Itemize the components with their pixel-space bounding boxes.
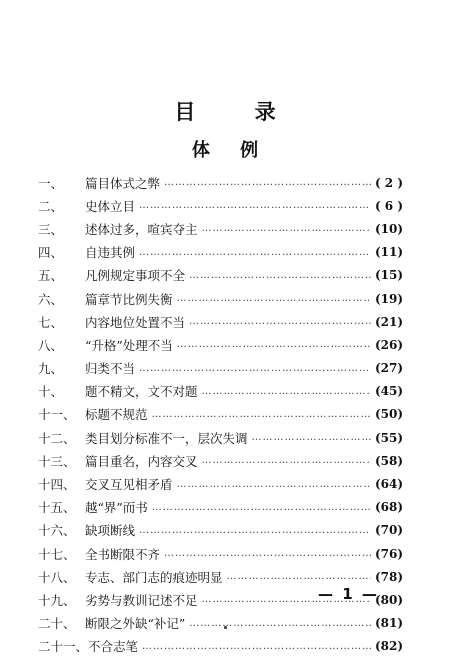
toc-entry-number: 五、 — [38, 268, 64, 284]
dot-leader — [202, 223, 371, 234]
dot-leader — [252, 432, 371, 443]
toc-entry-page: (68) — [374, 500, 403, 515]
toc-entry-page: (11) — [374, 245, 403, 260]
toc-entry — [38, 542, 403, 565]
toc-entry-page: (70) — [374, 523, 403, 538]
dot-leader — [189, 618, 371, 629]
toc-entry-page: (76) — [374, 546, 403, 561]
toc-entry-number: 十六、 — [38, 523, 76, 539]
toc-entry — [38, 403, 403, 426]
toc-entry — [38, 194, 403, 217]
toc-entry-title: 不合志笔 — [88, 639, 139, 655]
dot-leader — [202, 455, 371, 466]
toc-entry-title: 述体过多，喧宾夺主 — [85, 221, 198, 237]
toc-entry-title: 标题不规范 — [85, 407, 148, 423]
page-title: 目 录 — [174, 100, 302, 124]
toc-entry-title: 越“界”而书 — [85, 500, 148, 516]
toc-entry-number: 二十一、 — [38, 639, 89, 655]
toc-entry-page: (21) — [374, 314, 403, 329]
toc-entry-page: (27) — [374, 361, 403, 376]
dot-leader — [152, 502, 371, 513]
toc-entry — [38, 217, 403, 240]
toc-entry-page: (10) — [374, 221, 403, 236]
dot-leader — [189, 270, 371, 281]
toc-entry-number: 十一、 — [38, 407, 76, 423]
dot-leader — [177, 339, 371, 350]
page-number: — 1 — — [318, 585, 379, 603]
toc-entry-number: 十、 — [38, 384, 64, 400]
toc-entry-title: 篇目体式之弊 — [85, 175, 161, 191]
toc-entry — [38, 333, 403, 356]
toc-entry — [38, 357, 403, 380]
toc-entry-title: 自违其例 — [85, 245, 136, 261]
toc-entry-number: 八、 — [38, 337, 64, 353]
toc-entry-number: 九、 — [38, 361, 64, 377]
toc-entry-title: 类目划分标准不一，层次失调 — [85, 430, 248, 446]
toc-entry-number: 七、 — [38, 314, 64, 330]
toc-entry-title: 篇章节比例失衡 — [85, 291, 173, 307]
toc-entry — [38, 264, 403, 287]
toc-entry-title: 交叉互见相矛盾 — [85, 477, 173, 493]
toc-entry — [38, 472, 403, 495]
toc-entry-number: 二、 — [38, 198, 64, 214]
dot-leader — [177, 293, 371, 304]
toc-entry-title: “升格”处理不当 — [85, 337, 173, 353]
toc-entry-title: 专志、部门志的痕迹明显 — [85, 569, 223, 585]
toc-entry — [38, 496, 403, 519]
toc-entry-page: (15) — [374, 268, 403, 283]
toc-entry-title: 断限之外缺“补记” — [85, 616, 186, 632]
toc-entry-number: 二十、 — [38, 616, 76, 632]
dot-leader — [164, 177, 371, 188]
toc-entry-page: (50) — [374, 407, 403, 422]
toc-entry — [38, 380, 403, 403]
toc-entry-number: 十三、 — [38, 453, 76, 469]
dot-leader — [189, 316, 371, 327]
toc-entry-number: 十八、 — [38, 569, 76, 585]
section-title: 体 例 — [191, 140, 271, 161]
dot-leader — [139, 247, 371, 258]
toc-entry-number: 三、 — [38, 221, 64, 237]
toc-entry-page: (26) — [374, 337, 403, 352]
dot-leader — [139, 363, 371, 374]
toc-entry-page: (19) — [374, 291, 403, 306]
dot-leader — [177, 479, 371, 490]
toc-entry-number: 十九、 — [38, 592, 76, 608]
toc-entry-page: (80) — [374, 592, 403, 607]
toc-entry-page: (82) — [374, 639, 403, 654]
toc-entry — [38, 241, 403, 264]
print-speck — [224, 626, 227, 629]
toc-entry — [38, 171, 403, 194]
toc-entry — [38, 635, 403, 658]
dot-leader — [152, 409, 371, 420]
toc-entry — [38, 287, 403, 310]
toc-entry-number: 六、 — [38, 291, 64, 307]
toc-entry-number: 十二、 — [38, 430, 76, 446]
toc-entry-title: 缺项断线 — [85, 523, 136, 539]
toc-entry-page: (64) — [374, 477, 403, 492]
toc-entry-number: 十七、 — [38, 546, 76, 562]
toc-entry-title: 归类不当 — [85, 361, 136, 377]
toc-entry-page: (81) — [374, 616, 403, 631]
toc-entry-page: ( 2 ) — [374, 175, 403, 190]
toc-entry-page: (78) — [374, 569, 403, 584]
toc-entry — [38, 449, 403, 472]
toc-entry — [38, 426, 403, 449]
toc-entry-number: 四、 — [38, 245, 64, 261]
toc-entry-page: (45) — [374, 384, 403, 399]
dot-leader — [227, 571, 371, 582]
dot-leader — [142, 641, 371, 652]
toc-entry — [38, 519, 403, 542]
toc-entry-title: 劣势与教训记述不足 — [85, 592, 198, 608]
toc-entry-title: 题不精文，文不对题 — [85, 384, 198, 400]
toc-entry-title: 凡例规定事项不全 — [85, 268, 186, 284]
toc-entry — [38, 310, 403, 333]
toc-entry-title: 内容地位处置不当 — [85, 314, 186, 330]
toc-entry-number: 十五、 — [38, 500, 76, 516]
dot-leader — [164, 548, 371, 559]
dot-leader — [202, 386, 371, 397]
toc-entry-title: 史体立目 — [85, 198, 136, 214]
toc-entry-number: 一、 — [38, 175, 64, 191]
toc-entry-number: 十四、 — [38, 477, 76, 493]
toc-entry-title: 全书断限不齐 — [85, 546, 161, 562]
toc-entry-page: ( 6 ) — [374, 198, 403, 213]
toc-entry — [38, 612, 403, 635]
toc-entry-page: (55) — [374, 430, 403, 445]
toc-entry-title: 篇目重名，内容交叉 — [85, 453, 198, 469]
dot-leader — [139, 200, 371, 211]
dot-leader — [139, 525, 371, 536]
toc-entry-page: (58) — [374, 453, 403, 468]
